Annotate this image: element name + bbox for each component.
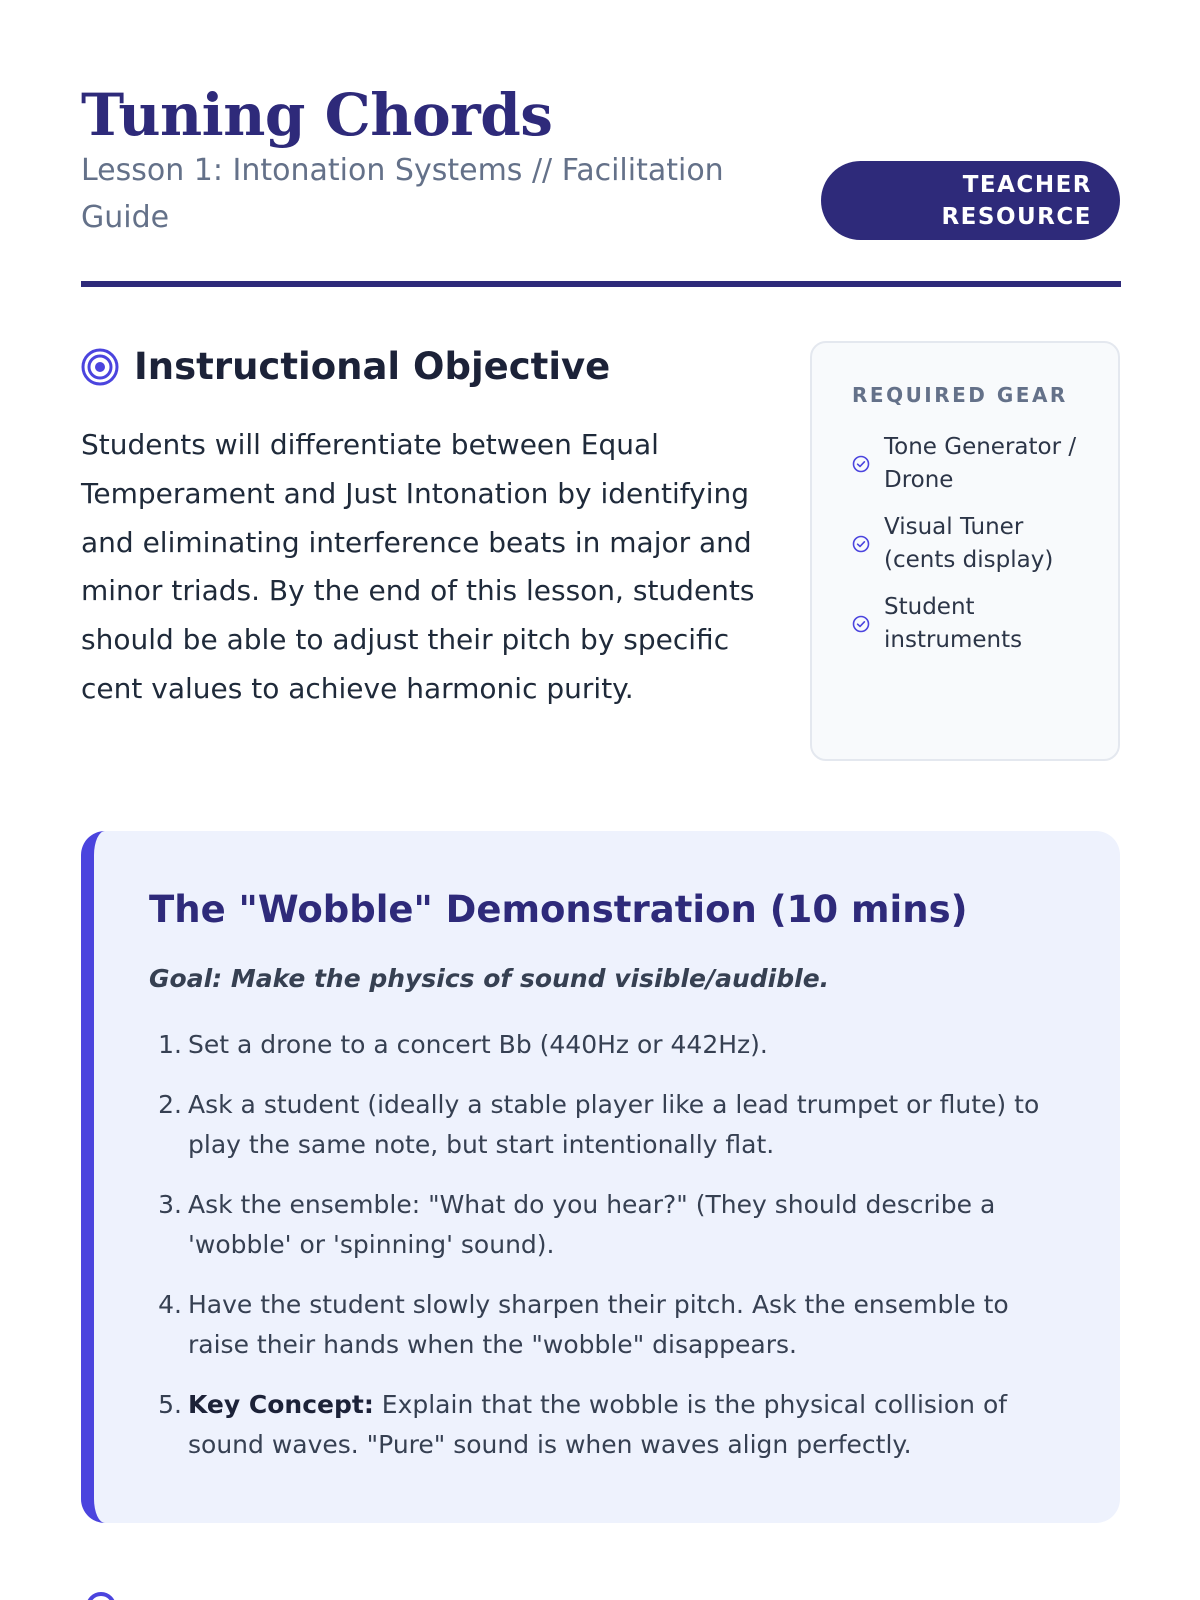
step-text bbox=[188, 1285, 1049, 1365]
step-body: Ask a student (ideally a stable player like a lead trumpet or flute) to play the same note, but start intentionally flat. bbox=[188, 1090, 1040, 1159]
step-number: 1. bbox=[158, 1030, 182, 1059]
gear-item-label: Tone Generator / Drone bbox=[884, 434, 1077, 493]
required-gear-card bbox=[810, 341, 1120, 761]
header-divider bbox=[81, 281, 1121, 287]
step-number: 4. bbox=[158, 1290, 182, 1319]
step-item bbox=[149, 1185, 1049, 1265]
page-title: Tuning Chords bbox=[81, 81, 553, 149]
demonstration-card bbox=[81, 831, 1120, 1523]
objective-text: Students will differentiate between Equal Temperament and Just Intonation by identifying and eliminating interference beats in major and minor triads. By the end of this lesson, students should be able to adjust their pitch by specific cent values to achieve harmonic purity. bbox=[81, 428, 755, 705]
objective-heading: Instructional Objective bbox=[134, 345, 611, 388]
step-item bbox=[149, 1285, 1049, 1365]
badge-line-2: RESOURCE bbox=[941, 203, 1092, 230]
gear-item bbox=[852, 591, 1092, 657]
step-text bbox=[188, 1085, 1049, 1165]
step-text bbox=[188, 1185, 1049, 1265]
gear-item bbox=[852, 431, 1092, 497]
gear-item-label: Student instruments bbox=[884, 594, 1023, 653]
teacher-resource-badge bbox=[821, 161, 1120, 240]
step-item bbox=[149, 1025, 1049, 1065]
check-circle-icon bbox=[852, 455, 870, 473]
step-item bbox=[149, 1085, 1049, 1165]
step-item bbox=[149, 1385, 1049, 1465]
gear-title: REQUIRED GEAR bbox=[852, 383, 1068, 407]
target-icon bbox=[80, 347, 120, 387]
step-body: Explain that the wobble is the physical collision of sound waves. "Pure" sound is when waves align perfectly. bbox=[188, 1390, 1008, 1459]
key-concept-label: Key Concept: bbox=[188, 1390, 374, 1419]
badge-line-1: TEACHER bbox=[962, 171, 1092, 198]
gear-item bbox=[852, 511, 1092, 577]
gear-item-label: Visual Tuner (cents display) bbox=[884, 514, 1054, 573]
demonstration-goal: Goal: Make the physics of sound visible/audible. bbox=[149, 964, 830, 993]
step-number: 2. bbox=[158, 1090, 182, 1119]
next-section-icon bbox=[86, 1592, 116, 1600]
step-text bbox=[188, 1385, 1049, 1465]
step-body: Set a drone to a concert Bb (440Hz or 442Hz). bbox=[188, 1030, 768, 1059]
step-body: Have the student slowly sharpen their pitch. Ask the ensemble to raise their hands when the "wobble" disappears. bbox=[188, 1290, 1009, 1359]
demonstration-heading: The "Wobble" Demonstration (10 mins) bbox=[149, 888, 968, 931]
step-body: Ask the ensemble: "What do you hear?" (They should describe a 'wobble' or 'spinning' sound). bbox=[188, 1190, 996, 1259]
check-circle-icon bbox=[852, 535, 870, 553]
page-subtitle: Lesson 1: Intonation Systems // Facilitation Guide bbox=[81, 153, 724, 235]
gear-list bbox=[852, 431, 1092, 671]
demonstration-steps bbox=[149, 1025, 1049, 1485]
step-number: 5. bbox=[158, 1390, 182, 1419]
step-text bbox=[188, 1025, 1049, 1065]
step-number: 3. bbox=[158, 1190, 182, 1219]
check-circle-icon bbox=[852, 615, 870, 633]
